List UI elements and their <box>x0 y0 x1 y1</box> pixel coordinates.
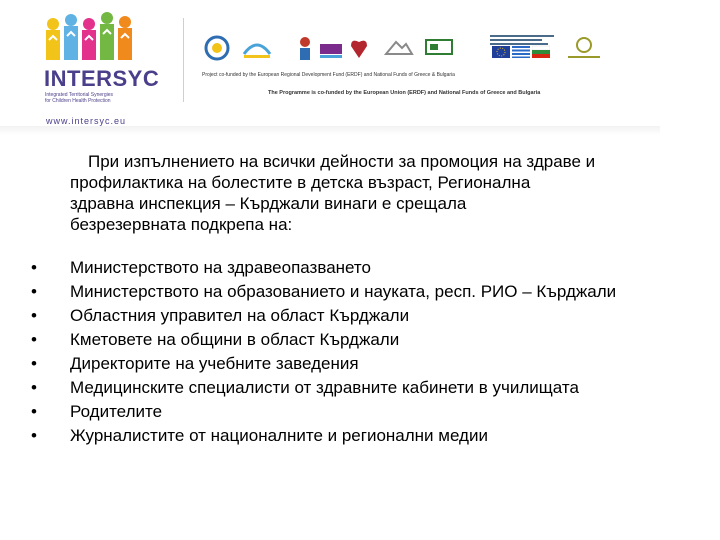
header-caption-line2: The Programme is co-funded by the European Union (ERDF) and National Funds of Greece and Bulgaria <box>268 90 541 96</box>
intro-line: При изпълнението на всички дейности за промоция на здраве и <box>88 152 596 171</box>
header-shade <box>0 126 660 135</box>
list-item <box>28 425 708 446</box>
list-item-text: Министерството на здравеопазването <box>70 258 371 277</box>
list-item <box>28 281 708 302</box>
bullet-icon: • <box>31 378 37 397</box>
list-item-text: Министерството на образованието и науката, респ. РИО – Кърджали <box>70 282 617 301</box>
bullet-icon: • <box>31 354 37 373</box>
list-item-text: Областния управител на област Кърджали <box>70 306 410 325</box>
bullet-icon: • <box>31 282 37 301</box>
partner-logo-4-icon <box>318 34 344 62</box>
partner-logo-2-icon <box>240 34 274 62</box>
partner-logo-1-icon <box>204 34 230 62</box>
header-divider <box>183 18 184 102</box>
header-banner <box>0 0 660 135</box>
partner-logos <box>198 34 653 66</box>
list-item <box>28 329 708 350</box>
bullet-icon: • <box>31 330 37 349</box>
list-item-text: Директорите на учебните заведения <box>70 354 359 373</box>
list-item <box>28 353 708 374</box>
partner-logo-3-icon <box>294 34 316 62</box>
intro-paragraph <box>70 151 680 235</box>
list-item-text: Журналистите от националните и регионални медии <box>70 426 488 445</box>
bullet-icon: • <box>31 402 37 421</box>
list-item <box>28 257 708 278</box>
list-item <box>28 305 708 326</box>
intro-line: безрезервната подкрепа на: <box>70 215 293 234</box>
logo-url: www.intersyc.eu <box>46 116 127 126</box>
partner-logo-8-icon <box>564 34 604 62</box>
header-caption-line1: Project co-funded by the European Regional Development Fund (ERDF) and National Funds of Greece & Bulgaria <box>202 72 455 78</box>
programme-logo-icon <box>490 34 554 46</box>
children-figures-icon <box>44 12 144 62</box>
partner-logo-5-icon <box>348 34 370 62</box>
bullet-icon: • <box>31 306 37 325</box>
list-item-text: Медицинските специалисти от здравните кабинети в училищата <box>70 378 579 397</box>
logo-title: INTERSYC <box>44 66 160 91</box>
list-item <box>28 401 708 422</box>
bullet-icon: • <box>31 426 37 445</box>
list-item-text: Родителите <box>70 402 163 421</box>
list-item-text: Кметовете на общини в област Кърджали <box>70 330 400 349</box>
logo-subtitle: Integrated Territorial Synergies for Children Health Protection <box>45 92 113 104</box>
supporters-list <box>28 257 708 449</box>
intro-line: профилактика на болестите в детска възраст, Регионална <box>70 173 531 192</box>
partner-logo-6-icon <box>384 34 414 62</box>
bullet-icon: • <box>31 258 37 277</box>
intro-line: здравна инспекция – Кърджали винаги е срещала <box>70 194 467 213</box>
list-item <box>28 377 708 398</box>
partner-logo-7-icon <box>424 34 454 62</box>
intersyc-logo <box>36 8 176 126</box>
